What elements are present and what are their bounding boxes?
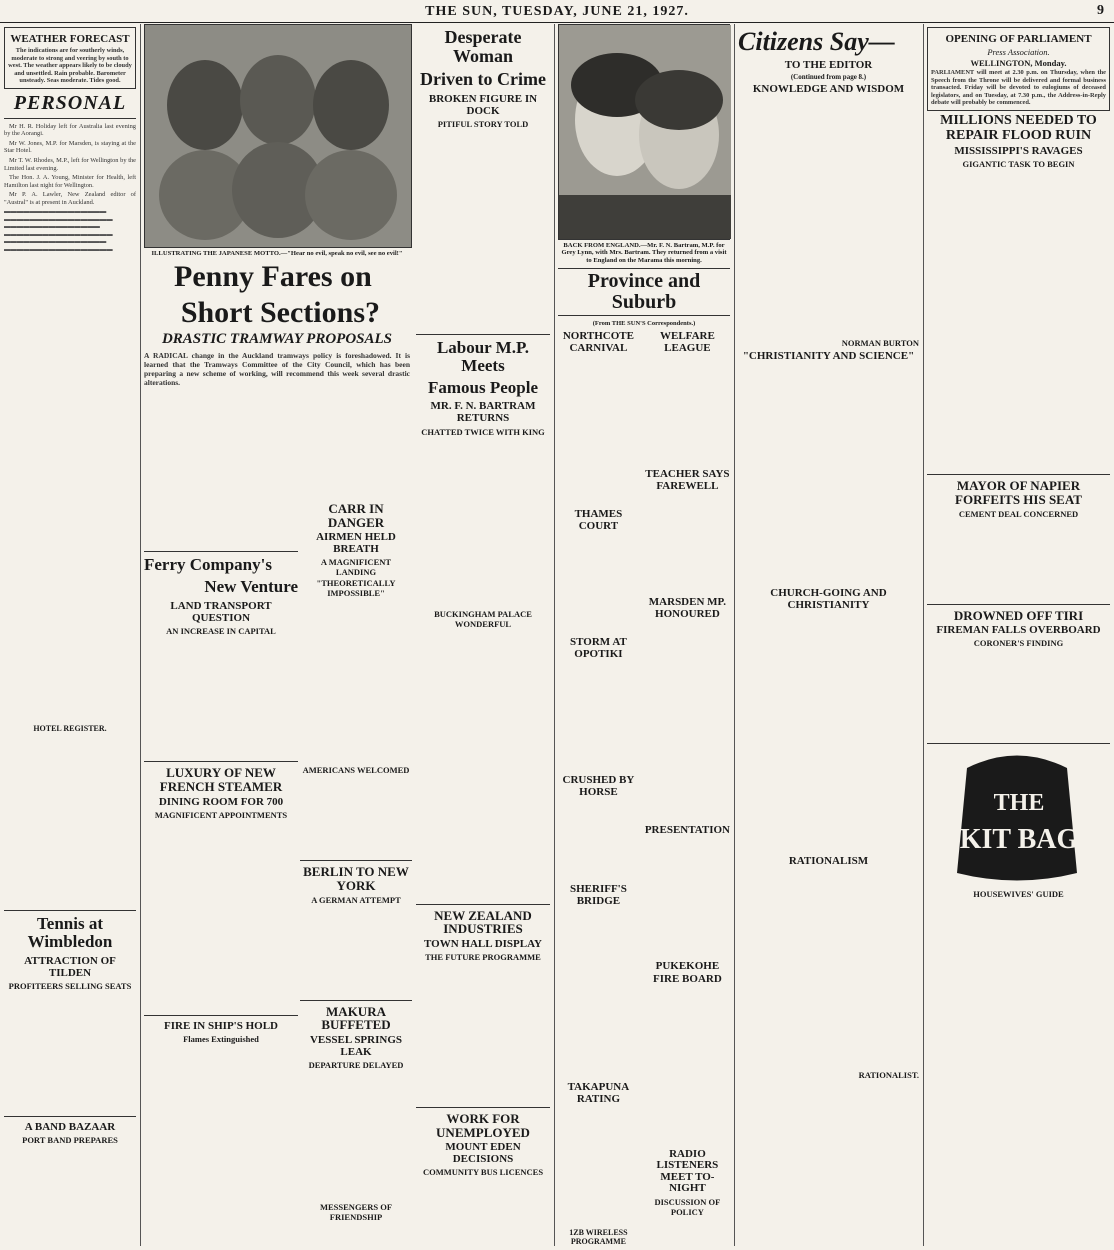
makura-subhead-2: DEPARTURE DELAYED [308,1060,404,1071]
svg-text:KIT BAG: KIT BAG [959,824,1079,856]
berlin-headline: BERLIN TO NEW YORK [303,864,409,894]
column-rule [734,24,735,1246]
tennis-spacer [4,992,136,1112]
mississippi-subhead: GIGANTIC TASK TO BEGIN [962,159,1075,170]
penny-headline-2: Short Sections? [180,295,380,329]
column-rule [923,24,924,1246]
northcote-spacer [558,356,639,506]
labour-headline-2: Famous People [427,377,539,397]
northcote-headline: NORTHCOTE CARNIVAL [562,329,634,354]
marsden-headline: MARSDEN MP. HONOURED [648,596,727,621]
mississippi-spacer [927,170,1110,470]
personal-item: Mr H. R. Holiday left for Australia last evening by the Aorangi. [4,122,136,138]
province-columns [558,328,730,1249]
divider [927,743,1110,744]
knowledge-headline: KNOWLEDGE AND WISDOM [752,83,905,96]
divider [4,118,136,119]
radio-subhead: DISCUSSION OF POLICY [654,1196,721,1217]
desperate-spacer [416,130,550,330]
divider [144,1015,298,1016]
column-4 [558,24,730,1246]
ferry-headline-1: Ferry Company's [144,555,272,575]
americans-spacer [300,776,412,856]
thames-headline: THAMES COURT [574,507,623,533]
makura-subhead: VESSEL SPRINGS LEAK [309,1034,402,1059]
province-right [645,328,730,1249]
labour-subhead: MR. F. N. BARTRAM RETURNS [430,400,536,425]
ferry-subhead-2: AN INCREASE IN CAPITAL [166,626,276,637]
takapuna-headline: TAKAPUNA RATING [567,1080,630,1105]
nz-industries-subhead: TOWN HALL DISPLAY [424,937,542,950]
kitbag-subhead: HOUSEWIVES' GUIDE [973,889,1064,900]
carr-subhead-2: A MAGNIFICENT LANDING [320,557,392,578]
presentation-spacer [645,838,730,958]
personal-headline: PERSONAL [13,91,127,114]
citizens-headline: Citizens Say— [738,27,895,56]
work-subhead-2: COMMUNITY BUS LICENCES [422,1167,544,1178]
photo-japanese-motto [144,24,412,248]
millions-headline: MILLIONS NEEDED TO REPAIR FLOOD RUIN [940,112,1097,143]
divider [4,910,136,911]
monkeys-photo-icon [145,25,411,247]
sheriff-headline: SHERIFF'S BRIDGE [569,882,627,907]
teacher-spacer [645,494,730,594]
mississippi-headline: MISSISSIPPI'S RAVAGES [954,145,1083,158]
divider [416,904,550,905]
nz-industries-subhead-2: THE FUTURE PROGRAMME [425,951,541,962]
tramway-lead: A RADICAL change in the Auckland tramways policy is foreshadowed. It is learned that the Tramways Committee of the City Council, which has been preparing a new scheme of working, will recommend this week several drastic alterations. [144,351,410,387]
column-6 [927,24,1110,1246]
drowned-headline: DROWNED OFF TIRI [953,607,1084,623]
page-number: 9 [1097,3,1104,18]
masthead-title: THE SUN, TUESDAY, JUNE 21, 1927. [425,4,689,19]
ferry-spacer [144,637,298,757]
divider [300,1000,412,1001]
divider [416,334,550,335]
province-headline: Province and Suburb [558,268,730,316]
christianity-science-headline: "CHRISTIANITY AND SCIENCE" [742,350,915,363]
americans-subhead: AMERICANS WELCOMED [302,765,410,776]
carr-spacer [300,599,412,764]
desperate-subhead-2: PITIFUL STORY TOLD [437,118,529,129]
divider [144,761,298,762]
carr-subhead: AIRMEN HELD BREATH [316,531,396,556]
column-2b [300,500,412,1246]
photo-bartram [558,24,730,240]
luxury-headline: LUXURY OF NEW FRENCH STEAMER [159,765,283,794]
column-rule [140,24,141,1246]
kit-bag-icon [927,748,1110,888]
divider [144,551,298,552]
fire-subhead: Flames Extinguished [183,1033,259,1044]
citizens-subhead: TO THE EDITOR [784,59,873,72]
labour-subhead-2: CHATTED TWICE WITH KING [421,426,545,437]
filler-text: ▬▬▬▬▬▬▬▬▬▬▬▬▬▬▬▬ ▬▬▬▬▬▬▬▬▬▬▬▬▬▬▬▬▬ ▬▬▬▬▬▬▬▬▬▬▬▬▬▬▬ ▬▬▬▬▬▬▬▬▬▬▬▬▬▬▬▬▬ ▬▬▬▬▬▬▬▬▬▬▬▬▬▬▬▬ ▬▬▬▬▬▬▬▬▬▬▬▬▬▬▬▬▬ [4,208,113,254]
column-rule [554,24,555,1246]
carr-subhead-3: "THEORETICALLY IMPOSSIBLE" [316,578,396,599]
column-3 [416,24,550,1246]
weather-text: The indications are for southerly winds, moderate to strong and veering by south to west. The weather appears likely to be cloudy and unsettled. Rain probable. Barometer unsteady. Seas moderate. Tides good. [8,47,132,85]
penny-headline-1: Penny Fares on [174,260,372,294]
kitbag-logo [927,748,1110,888]
parliament-headline: OPENING OF PARLIAMENT [945,33,1092,45]
photo-caption-bartram: BACK FROM ENGLAND.—Mr. F. N. Bartram, M.P. for Grey Lynn, with Mrs. Bartram. They returned from a visit to England on the Marama this morning. [561,242,727,264]
tennis-subhead: ATTRACTION OF TILDEN [24,954,116,979]
parliament-text: PARLIAMENT will meet at 2.30 p.m. on Thursday, when the Speech from the Throne will be delivered and formal business transacted. Friday will be devoted to eulogiums of deceased legislators, and on Tuesday, at 7.30 p.m., the Address-in-Reply debate will probably be commenced. [931,69,1106,107]
desperate-subhead: BROKEN FIGURE IN DOCK [428,92,538,117]
drowned-subhead: FIREMAN FALLS OVERBOARD [936,624,1101,637]
church-going-headline: CHURCH-GOING AND CHRISTIANITY [770,586,887,611]
province-left [558,328,639,1249]
masthead [0,2,1114,23]
nz-industries-headline: NEW ZEALAND INDUSTRIES [434,907,532,937]
personal-item: Mr T. W. Rhodes, M.P., left for Wellington by the Limited last evening. [4,157,136,172]
luxury-spacer [144,821,298,1011]
teacher-headline: TEACHER SAYS FAREWELL [645,467,730,493]
thames-spacer [558,534,639,634]
pukekohe-spacer [645,987,730,1147]
makura-headline: MAKURA BUFFETED [321,1003,391,1033]
crushed-headline: CRUSHED BY HORSE [562,774,635,799]
personal-item: The Hon. J. A. Young, Minister for Health, left Hamilton last night for Wellington. [4,174,136,189]
welfare-headline: WELFARE LEAGUE [660,329,715,354]
parliament-box [927,27,1110,111]
rationalism-spacer [738,869,919,1069]
ferry-subhead: LAND TRANSPORT QUESTION [170,600,272,625]
welfare-spacer [645,356,730,466]
desperate-headline-1: Desperate Woman [444,27,522,66]
palace-subhead: BUCKINGHAM PALACE WONDERFUL [434,608,532,629]
personal-item: Mr W. Jones, M.P. for Marsden, is staying at the Star Hotel. [4,139,136,155]
weather-box [4,27,136,89]
work-headline: WORK FOR UNEMPLOYED [436,1110,530,1140]
tramway-headline: DRASTIC TRAMWAY PROPOSALS [161,331,393,348]
tennis-headline: Tennis at Wimbledon [27,914,113,951]
svg-text:THE: THE [993,790,1045,817]
storm-spacer [558,662,639,772]
mayor-spacer [927,520,1110,600]
christianity-spacer [738,365,919,585]
takapuna-spacer [558,1107,639,1227]
divider [927,604,1110,605]
makura-spacer [300,1071,412,1201]
storm-headline: STORM AT OPOTIKI [570,636,627,661]
messengers-subhead: MESSENGERS OF FRIENDSHIP [319,1202,393,1223]
mayor-headline: MAYOR OF NAPIER FORFEITS HIS SEAT [955,478,1082,507]
knowledge-spacer [738,97,919,337]
bazaar-headline: A BAND BAZAAR [24,1120,116,1133]
divider [927,474,1110,475]
hotel-register-headline: HOTEL REGISTER. [33,724,107,734]
weather-headline: WEATHER FORECAST [10,33,130,45]
fire-headline: FIRE IN SHIP'S HOLD [164,1019,278,1032]
rationalism-headline: RATIONALISM [788,854,869,867]
hotel-register-spacer [4,736,136,906]
ferry-headline-2: New Venture [204,577,298,597]
nz-industries-spacer [416,963,550,1103]
mayor-subhead: CEMENT DEAL CONCERNED [958,508,1079,519]
radio-headline: RADIO LISTENERS MEET TO-NIGHT [656,1147,719,1195]
marsden-spacer [645,622,730,822]
labour-spacer [416,438,550,608]
carr-headline: CARR IN DANGER [327,501,385,530]
citizens-subhead-2: (Continued from page 8.) [790,73,867,82]
personal-items [4,123,136,206]
divider [4,1116,136,1117]
personal-item: Mr P. A. Lawler, New Zealand editor of "Austral" is at present in Auckland. [4,191,136,206]
tramway-spacer [144,387,298,547]
presentation-headline: PRESENTATION [644,824,730,837]
sheriff-spacer [558,909,639,1079]
column-5 [738,24,919,1246]
pukekohe-headline: PUKEKOHE FIRE BOARD [653,960,722,985]
work-subhead: MOUNT EDEN DECISIONS [445,1141,521,1166]
palace-spacer [416,630,550,900]
tennis-subhead-2: PROFITEERS SELLING SEATS [8,980,132,991]
column-1 [4,24,136,1246]
parliament-dateline: WELLINGTON, Monday. [970,58,1067,69]
drowned-subhead-2: CORONER'S FINDING [973,638,1064,649]
bazaar-subhead: PORT BAND PREPARES [22,1135,118,1146]
signoff-norman-burton: NORMAN BURTON [841,338,919,349]
crushed-spacer [558,801,639,881]
photo-caption: ILLUSTRATING THE JAPANESE MOTTO.—"Hear no evil, speak no evil, see no evil!" [151,250,403,257]
luxury-subhead-2: MAGNIFICENT APPOINTMENTS [154,809,288,820]
berlin-subhead: A GERMAN ATTEMPT [311,894,401,905]
province-subhead: (From THE SUN'S Correspondents.) [592,319,696,327]
divider [300,860,412,861]
church-spacer [738,613,919,853]
drowned-spacer [927,649,1110,739]
portrait-photo-icon [559,25,731,239]
labour-headline-1: Labour M.P. Meets [436,337,530,375]
desperate-headline-2: Driven to Crime [420,68,546,89]
parliament-source: Press Association. [987,47,1050,58]
luxury-subhead: DINING ROOM FOR 700 [158,795,284,808]
wireless-headline: 1ZB WIRELESS PROGRAMME [569,1227,628,1246]
berlin-spacer [300,906,412,996]
signoff-rationalist: RATIONALIST. [858,1069,919,1080]
divider [416,1107,550,1108]
